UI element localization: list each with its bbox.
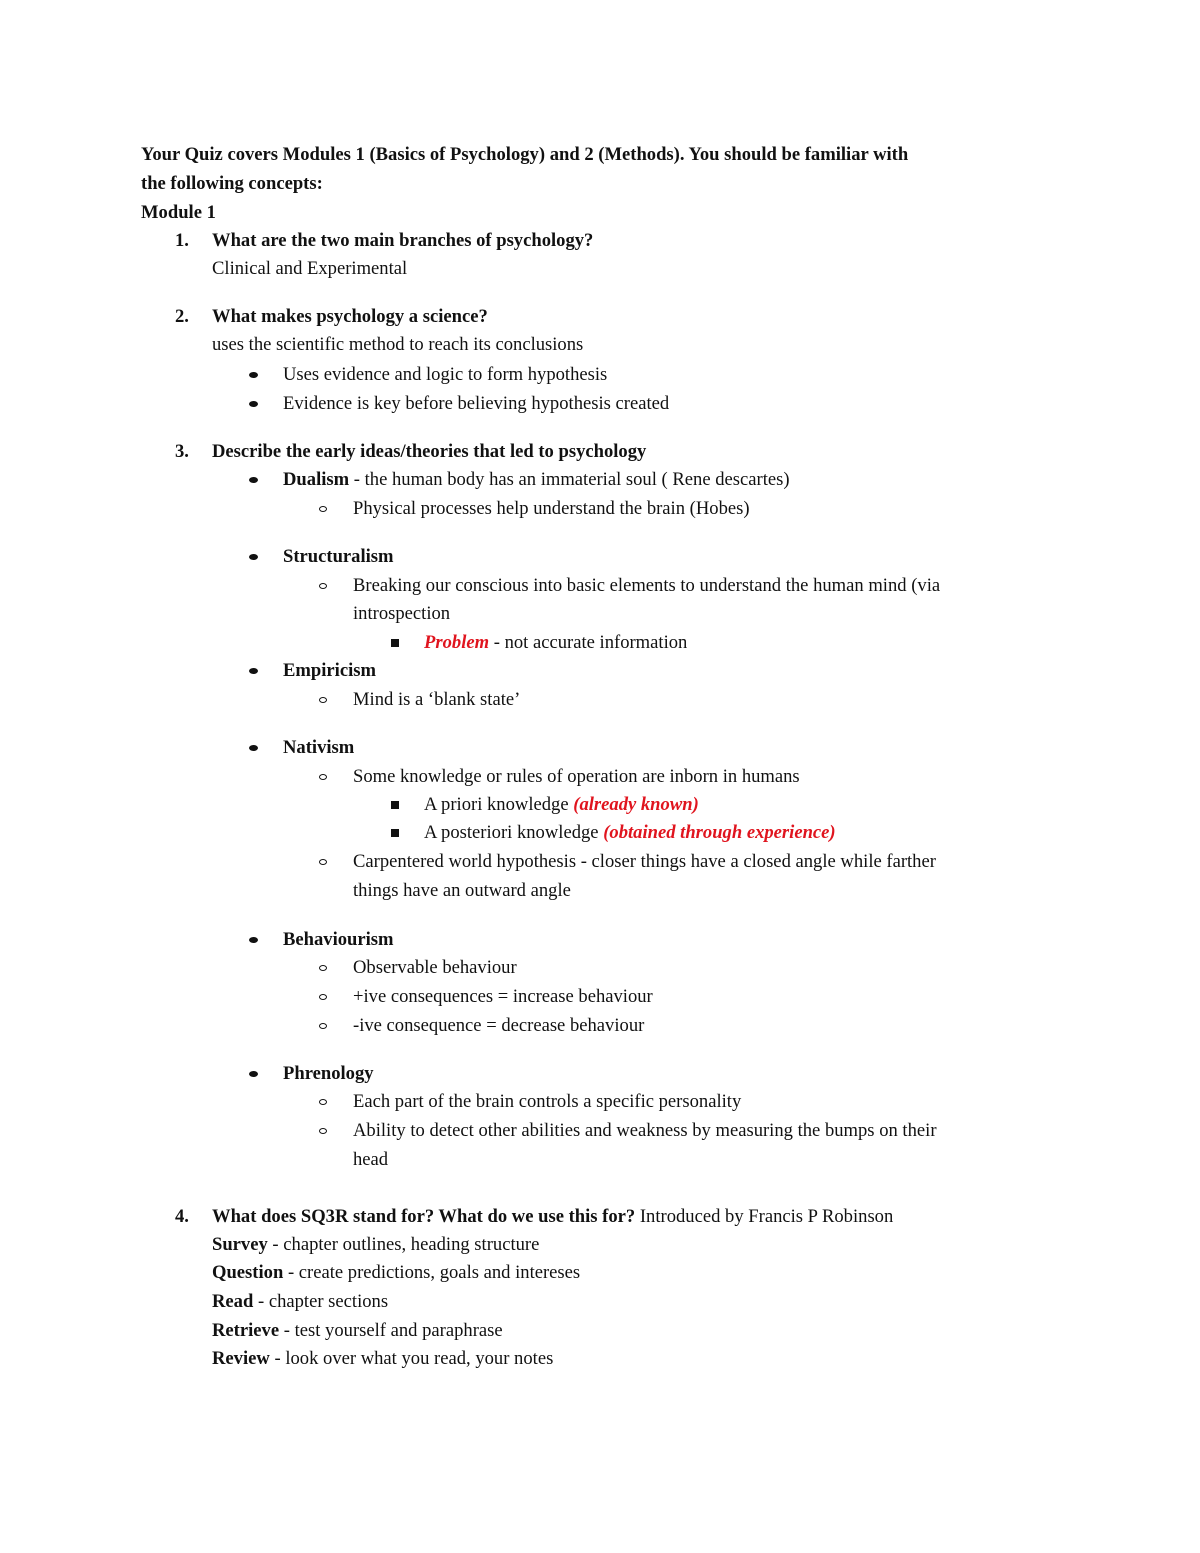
bullet-square-icon (391, 639, 399, 647)
dualism-item: Dualism - the human body has an immaterial soul ( Rene descartes) (283, 469, 790, 490)
q2-question: What makes psychology a science? (212, 306, 488, 327)
module-heading: Module 1 (141, 202, 216, 223)
carpentered-line-1: Carpentered world hypothesis - closer things have a closed angle while farther (353, 851, 936, 872)
empiricism-item: Empiricism (283, 660, 376, 681)
sq3r-step: Read - chapter sections (212, 1291, 389, 1312)
dualism-sub: Physical processes help understand the brain (Hobes) (353, 498, 750, 519)
bullet-disc-icon (249, 554, 258, 560)
phrenology-sub-line-2: head (353, 1149, 389, 1170)
phrenology-item: Phrenology (283, 1063, 374, 1084)
structuralism-sub-line-1: Breaking our conscious into basic elements to understand the human mind (via (353, 575, 941, 596)
sq3r-step: Survey - chapter outlines, heading structure (212, 1234, 540, 1255)
bullet-circle-icon (319, 994, 327, 1000)
sq3r-step: Review - look over what you read, your notes (212, 1348, 554, 1369)
q3-question: Describe the early ideas/theories that led to psychology (212, 441, 647, 462)
bullet-disc-icon (249, 937, 258, 943)
a-posteriori-item: A posteriori knowledge (obtained through experience) (424, 822, 836, 843)
bullet-square-icon (391, 829, 399, 837)
empiricism-sub: Mind is a ‘blank state’ (353, 689, 521, 710)
bullet-disc-icon (249, 668, 258, 674)
behaviourism-sub: -ive consequence = decrease behaviour (353, 1015, 645, 1036)
bullet-square-icon (391, 801, 399, 809)
bullet-circle-icon (319, 1099, 327, 1105)
q2-bullet: Evidence is key before believing hypothesis created (283, 393, 670, 414)
bullet-circle-icon (319, 774, 327, 780)
bullet-disc-icon (249, 1071, 258, 1077)
sq3r-step: Question - create predictions, goals and intereses (212, 1262, 581, 1283)
q2-answer: uses the scientific method to reach its conclusions (212, 334, 584, 355)
q1-answer: Clinical and Experimental (212, 258, 408, 279)
a-priori-item: A priori knowledge (already known) (424, 794, 699, 815)
q2-bullet: Uses evidence and logic to form hypothesis (283, 364, 608, 385)
bullet-circle-icon (319, 1023, 327, 1029)
q3-number: 3. (175, 441, 189, 462)
behaviourism-item: Behaviourism (283, 929, 394, 950)
intro-line-2: the following concepts: (141, 173, 323, 194)
structuralism-problem: Problem - not accurate information (424, 632, 688, 653)
nativism-item: Nativism (283, 737, 355, 758)
bullet-circle-icon (319, 859, 327, 865)
intro-line-1: Your Quiz covers Modules 1 (Basics of Psychology) and 2 (Methods). You should be familiar with (141, 144, 909, 165)
behaviourism-sub: +ive consequences = increase behaviour (353, 986, 653, 1007)
nativism-sub: Some knowledge or rules of operation are inborn in humans (353, 766, 800, 787)
sq3r-step: Retrieve - test yourself and paraphrase (212, 1320, 503, 1341)
behaviourism-sub: Observable behaviour (353, 957, 517, 978)
bullet-circle-icon (319, 965, 327, 971)
bullet-circle-icon (319, 506, 327, 512)
bullet-circle-icon (319, 1128, 327, 1134)
bullet-disc-icon (249, 745, 258, 751)
q1-question: What are the two main branches of psychology? (212, 230, 594, 251)
bullet-disc-icon (249, 477, 258, 483)
phrenology-sub-line-1: Ability to detect other abilities and weakness by measuring the bumps on their (353, 1120, 937, 1141)
structuralism-sub-line-2: introspection (353, 603, 451, 624)
structuralism-item: Structuralism (283, 546, 394, 567)
bullet-disc-icon (249, 401, 258, 407)
q4-number: 4. (175, 1206, 189, 1227)
q2-number: 2. (175, 306, 189, 327)
q4-question: What does SQ3R stand for? What do we use this for? Introduced by Francis P Robinson (212, 1206, 894, 1227)
bullet-circle-icon (319, 697, 327, 703)
phrenology-sub: Each part of the brain controls a specific personality (353, 1091, 742, 1112)
bullet-disc-icon (249, 372, 258, 378)
bullet-circle-icon (319, 583, 327, 589)
carpentered-line-2: things have an outward angle (353, 880, 571, 901)
q1-number: 1. (175, 230, 189, 251)
